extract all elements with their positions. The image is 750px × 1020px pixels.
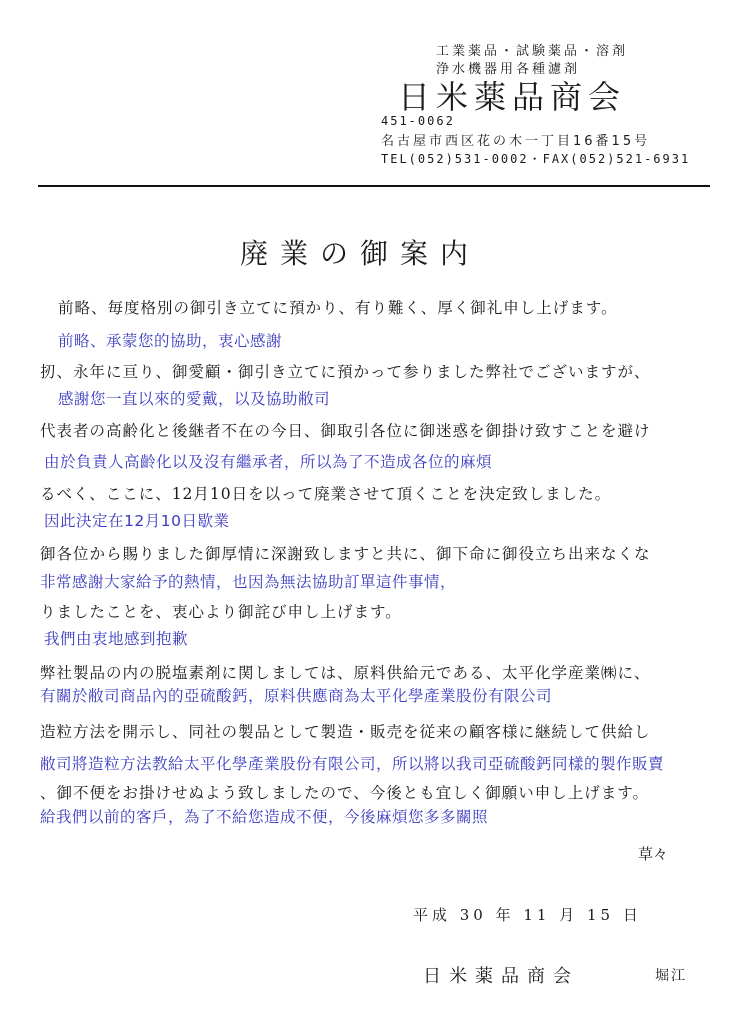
address: 名古屋市西区花の木一丁目16番15号 — [381, 134, 651, 149]
paragraph-zh-7: 有關於敝司商品內的亞硫酸鈣，原料供應商為太平化學產業股份有限公司 — [40, 687, 553, 705]
letter-date: 平成 30 年 11 月 15 日 — [413, 906, 642, 924]
paragraph-zh-9: 給我們以前的客戶，為了不給您造成不便，今後麻煩您多多關照 — [40, 808, 489, 826]
paragraph-jp-6: りましたことを、衷心より御詫び申し上げます。 — [40, 603, 402, 621]
closing-salutation: 草々 — [638, 845, 669, 863]
paragraph-jp-5: 御各位から賜りました御厚情に深謝致しますと共に、御下命に御役立ち出来なくな — [40, 545, 651, 563]
paragraph-jp-7: 弊社製品の内の脱塩素剤に関しましては、原料供給元である、太平化学産業㈱に、 — [40, 664, 651, 682]
paragraph-jp-2: 扨、永年に亘り、御愛顧・御引き立てに預かって参りました弊社でございますが、 — [40, 363, 651, 381]
tel-fax: TEL(052)531-0002・FAX(052)521-6931 — [381, 152, 691, 166]
paragraph-jp-3: 代表者の高齢化と後継者不在の今日、御取引各位に御迷惑を御掛け致すことを避け — [40, 422, 651, 440]
page-title: 廃業の御案内 — [240, 237, 481, 270]
header-divider — [38, 185, 710, 187]
signature-company: 日米薬品商会 — [423, 966, 579, 987]
paragraph-jp-8: 造粒方法を開示し、同社の製品として製造・販売を従来の顧客様に継続して供給し — [40, 723, 651, 741]
business-line-2: 浄水機器用各種濾剤 — [436, 62, 581, 77]
paragraph-jp-4: るべく、ここに、12月10日を以って廃業させて頂くことを決定致しました。 — [40, 485, 612, 503]
paragraph-zh-5: 非常感謝大家給予的熱情，也因為無法協助訂單這件事情， — [40, 573, 457, 591]
paragraph-zh-8: 敝司將造粒方法教給太平化學產業股份有限公司，所以將以我司亞硫酸鈣同樣的製作販賣 — [40, 755, 665, 773]
paragraph-zh-1: 前略、承蒙您的協助，衷心感謝 — [58, 332, 283, 350]
paragraph-jp-9: 、御不便をお掛けせぬよう致しましたので、今後とも宜しく御願い申し上げます。 — [40, 784, 649, 802]
paragraph-zh-3: 由於負責人高齡化以及沒有繼承者，所以為了不造成各位的麻煩 — [44, 453, 493, 471]
company-name: 日米薬品商会 — [398, 78, 627, 116]
paragraph-zh-2: 感謝您一直以來的愛戴，以及協助敝司 — [58, 390, 331, 408]
signature-name: 堀江 — [655, 968, 687, 984]
business-line-1: 工業薬品・試験薬品・溶剤 — [436, 44, 629, 59]
paragraph-jp-1: 前略、毎度格別の御引き立てに預かり、有り難く、厚く御礼申し上げます。 — [58, 299, 618, 317]
paragraph-zh-4: 因此決定在12月10日歇業 — [44, 512, 230, 530]
paragraph-zh-6: 我們由衷地感到抱歉 — [44, 630, 189, 648]
postal-code: 451-0062 — [381, 114, 455, 128]
